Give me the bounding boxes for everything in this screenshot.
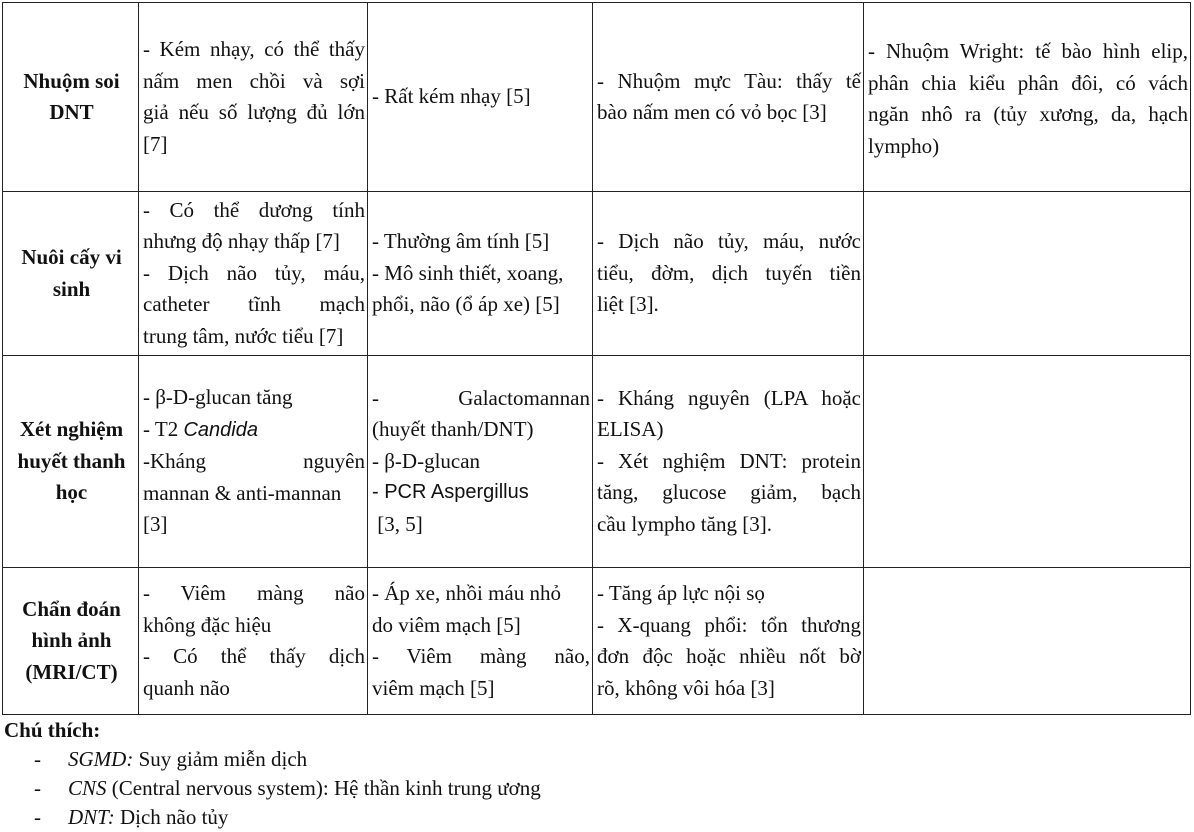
cell-r1-c1: - Kém nhạy, có thể thấy nấm men chồi và sợi giả nếu số lượng đủ lớn [7]: [139, 3, 368, 192]
cell-r3-c3: - Kháng nguyên (LPA hoặc ELISA) - Xét nghiệm DNT: protein tăng, glucose giảm, bạch cầu lympho tăng [3].: [593, 356, 864, 568]
diagnosis-table: [2, 2, 1191, 715]
note-term: DNT:: [68, 805, 115, 829]
note-item: - DNT: Dịch não tủy: [34, 805, 229, 829]
note-item: - SGMD: Suy giảm miễn dịch: [34, 747, 308, 771]
row-header-staining: Nhuộm soi DNT: [3, 3, 139, 192]
cell-r4-c1: - Viêm màng não không đặc hiệu - Có thể thấy dịch quanh não: [139, 568, 368, 715]
table-row: [3, 568, 1191, 715]
cell-r4-c4: [864, 568, 1191, 715]
row-header-imaging: Chẩn đoán hình ảnh (MRI/CT): [3, 568, 139, 715]
cell-r2-c3: - Dịch não tủy, máu, nước tiểu, đờm, dịch tuyến tiền liệt [3].: [593, 192, 864, 356]
cell-r3-c1: - β-D-glucan tăng - T2 Candida -Kháng nguyên mannan & anti-mannan [3]: [139, 356, 368, 568]
cell-r2-c4: [864, 192, 1191, 356]
table-row: [3, 356, 1191, 568]
row-header-serology: Xét nghiệm huyết thanh học: [3, 356, 139, 568]
table-row: [3, 3, 1191, 192]
cell-r1-c3: - Nhuộm mực Tàu: thấy tế bào nấm men có vỏ bọc [3]: [593, 3, 864, 192]
note-text: (Central nervous system): Hệ thần kinh trung ương: [106, 776, 541, 800]
cell-r1-c4: - Nhuộm Wright: tế bào hình elip, phân chia kiểu phân đôi, có vách ngăn nhô ra (tủy xương, da, hạch lympho): [864, 3, 1191, 192]
cell-r4-c2: - Áp xe, nhồi máu nhỏ do viêm mạch [5] - Viêm màng não, viêm mạch [5]: [368, 568, 593, 715]
cell-r3-c2: - Galactomannan (huyết thanh/DNT) - β-D-glucan - PCR Aspergillus [3, 5]: [368, 356, 593, 568]
cell-r2-c1: - Có thể dương tính nhưng độ nhạy thấp [7] - Dịch não tủy, máu, catheter tĩnh mạch trung tâm, nước tiểu [7]: [139, 192, 368, 356]
cell-r1-c2: - Rất kém nhạy [5]: [368, 3, 593, 192]
note-text: Dịch não tủy: [114, 805, 229, 829]
notes-title: Chú thích:: [4, 718, 101, 742]
note-text: Suy giảm miễn dịch: [133, 747, 308, 771]
note-item: - CNS (Central nervous system): Hệ thần kinh trung ương: [34, 776, 541, 800]
table-row: [3, 192, 1191, 356]
row-header-culture: Nuôi cấy vi sinh: [3, 192, 139, 356]
notes-section: [4, 716, 541, 832]
cell-r4-c3: - Tăng áp lực nội sọ - X-quang phổi: tổn thương đơn độc hoặc nhiều nốt bờ rõ, không vôi hóa [3]: [593, 568, 864, 715]
cell-r3-c4: [864, 356, 1191, 568]
cell-r2-c2: - Thường âm tính [5] - Mô sinh thiết, xoang, phổi, não (ổ áp xe) [5]: [368, 192, 593, 356]
note-term: SGMD:: [68, 747, 134, 771]
note-term: CNS: [68, 776, 107, 800]
